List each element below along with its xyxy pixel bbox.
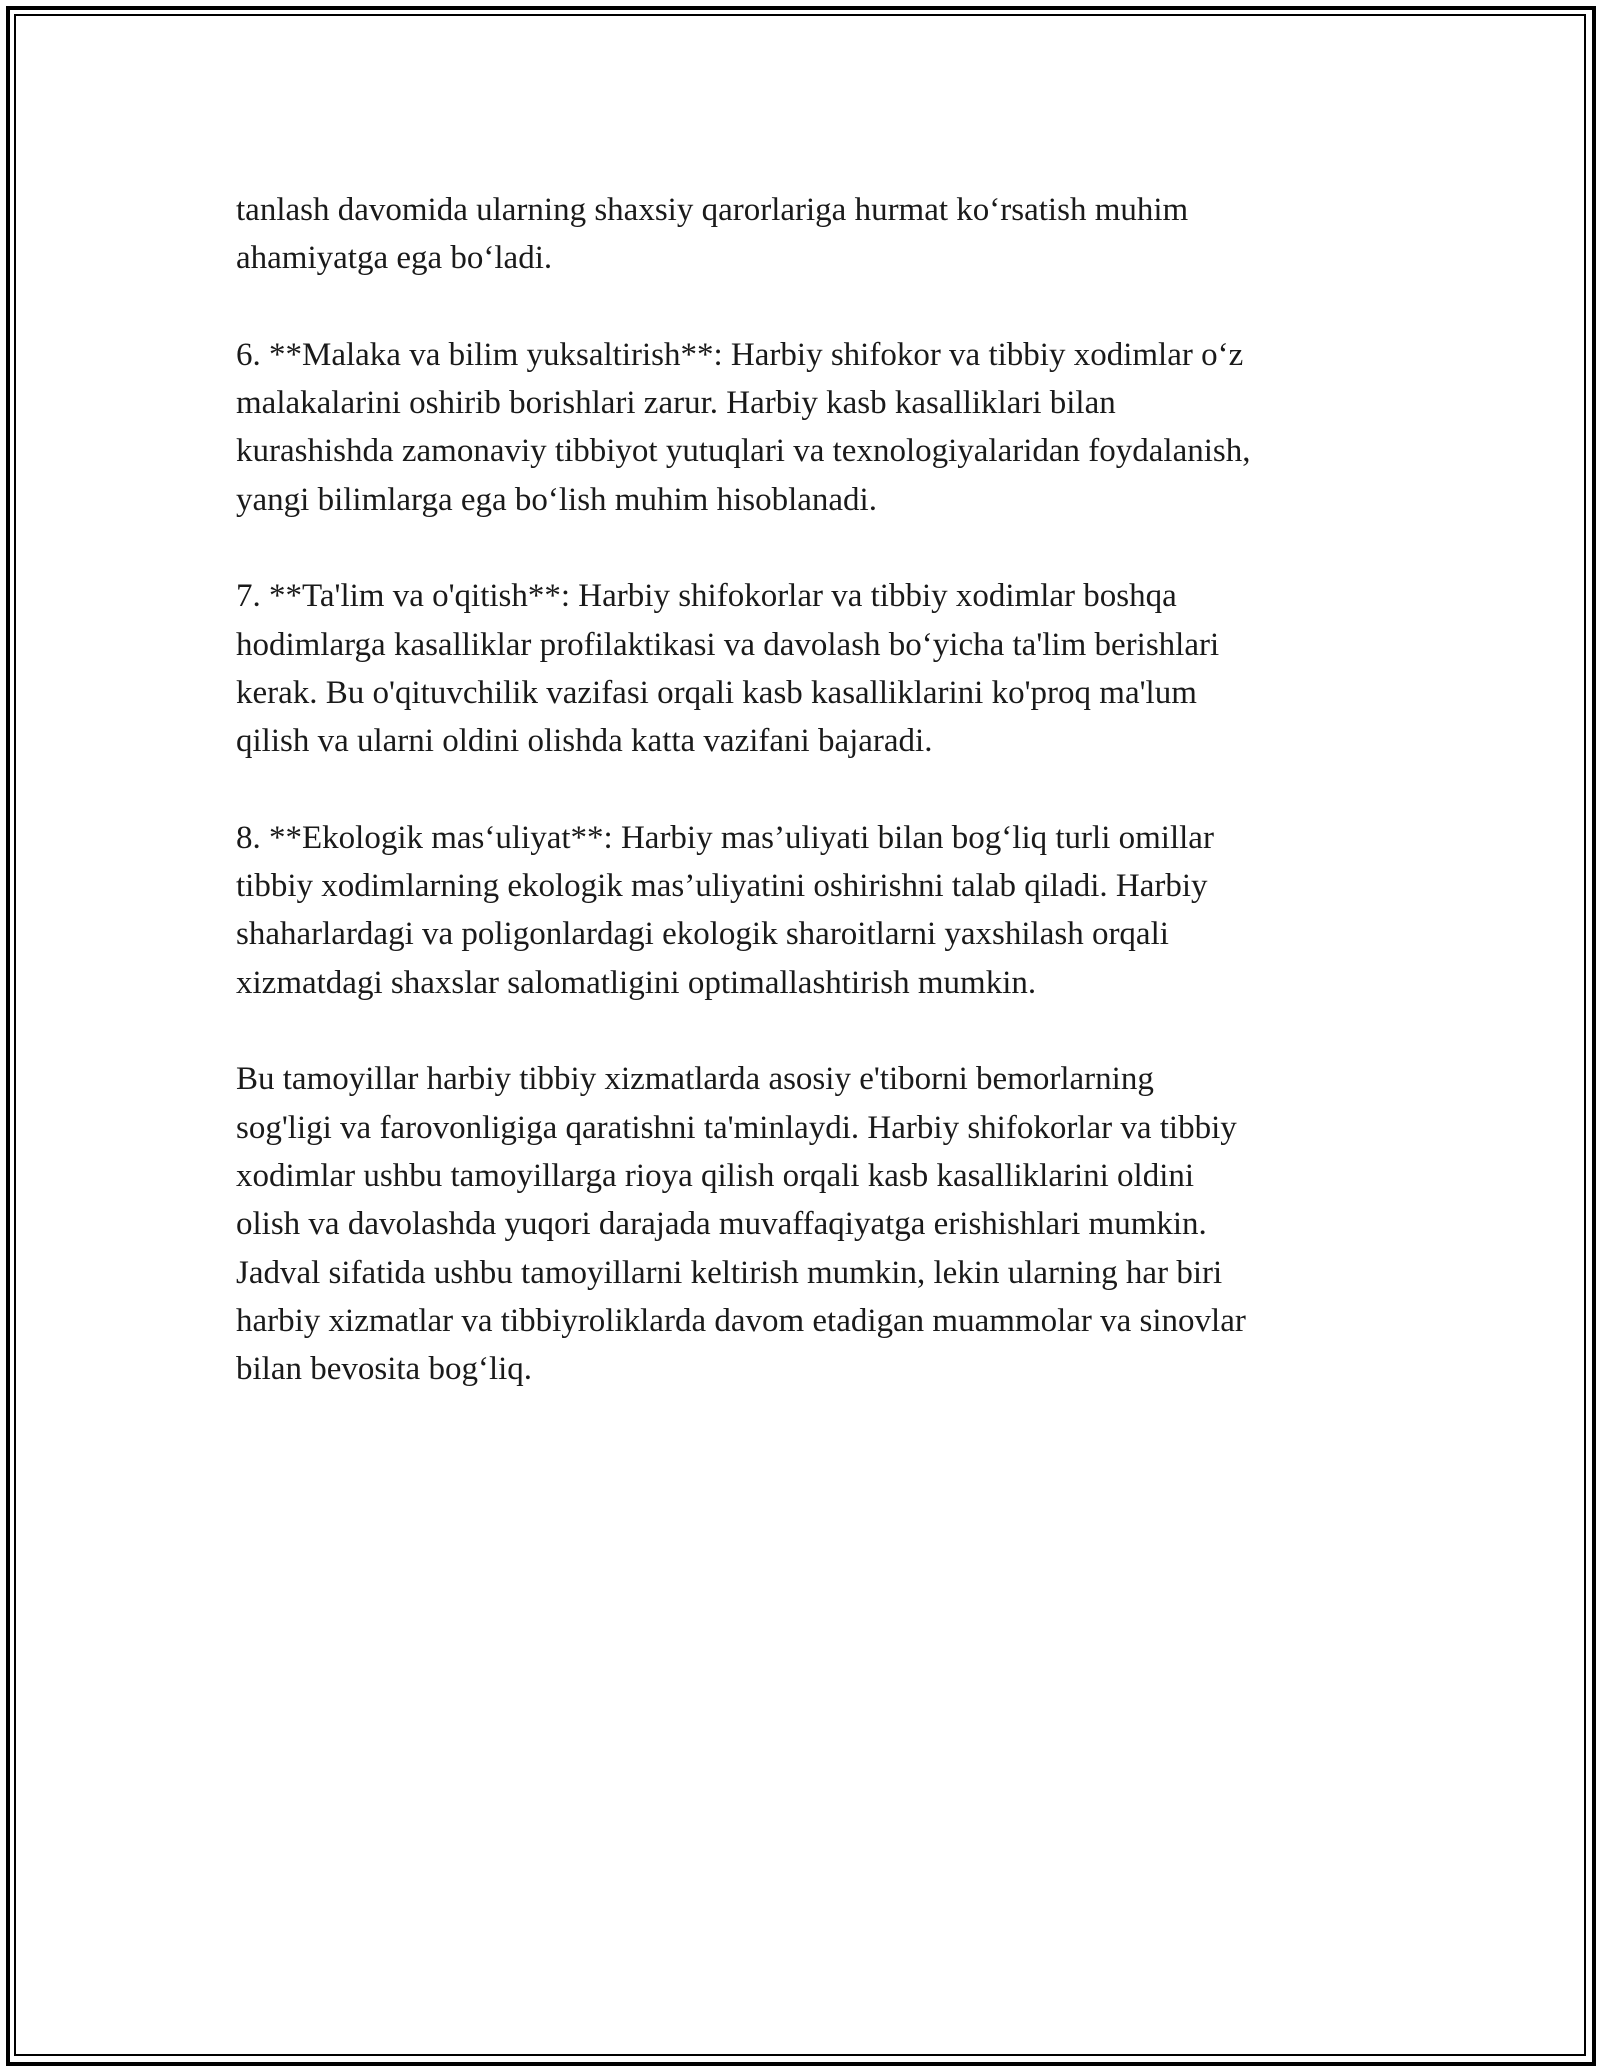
document-body xyxy=(236,186,1396,1442)
text-line: tanlash davomida ularning shaxsiy qarorlariga hurmat ko‘rsatish muhim xyxy=(236,192,1189,228)
text-line: xodimlar ushbu tamoyillarga rioya qilish orqali kasb kasalliklarini oldini xyxy=(236,1157,1195,1194)
text-line: hodimlarga kasalliklar profilaktikasi va davolash bo‘yicha ta'lim berishlari xyxy=(236,626,1220,663)
paragraph-continuation xyxy=(236,186,1396,283)
text-line: harbiy xizmatlar va tibbiyroliklarda davom etadigan muammolar va sinovlar xyxy=(236,1302,1246,1339)
text-line: malakalarini oshirib borishlari zarur. Harbiy kasb kasalliklari bilan xyxy=(236,385,1116,422)
paragraph-item-7 xyxy=(236,572,1396,765)
text-line: 8. **Ekologik mas‘uliyat**: Harbiy mas’uliyati bilan bog‘liq turli omillar xyxy=(236,819,1214,856)
paragraph-item-6 xyxy=(236,331,1396,524)
text-line: bilan bevosita bog‘liq. xyxy=(236,1351,533,1388)
text-line: sog'ligi va farovonligiga qaratishni ta'minlaydi. Harbiy shifokorlar va tibbiy xyxy=(236,1109,1237,1146)
text-line: ahamiyatga ega bo‘ladi. xyxy=(236,240,553,277)
text-line: kerak. Bu o'qituvchilik vazifasi orqali kasb kasalliklarini ko'proq ma'lum xyxy=(236,674,1197,711)
paragraph-item-8 xyxy=(236,814,1396,1007)
text-line: qilish va ularni oldini olishda katta vazifani bajaradi. xyxy=(236,723,933,760)
paragraph-conclusion xyxy=(236,1055,1396,1393)
text-line: 6. **Malaka va bilim yuksaltirish**: Harbiy shifokor va tibbiy xodimlar o‘z xyxy=(236,336,1244,373)
text-line: xizmatdagi shaxslar salomatligini optimallashtirish mumkin. xyxy=(236,964,1037,1001)
text-line: yangi bilimlarga ega bo‘lish muhim hisoblanadi. xyxy=(236,481,877,518)
text-line: olish va davolashda yuqori darajada muvaffaqiyatga erishishlari mumkin. xyxy=(236,1206,1207,1243)
text-line: Jadval sifatida ushbu tamoyillarni keltirish mumkin, lekin ularning har biri xyxy=(236,1254,1223,1291)
text-line: kurashishda zamonaviy tibbiyot yutuqlari va texnologiyalaridan foydalanish, xyxy=(236,433,1251,470)
text-line: shaharlardagi va poligonlardagi ekologik sharoitlarni yaxshilash orqali xyxy=(236,916,1169,953)
text-line: tibbiy xodimlarning ekologik mas’uliyatini oshirishni talab qiladi. Harbiy xyxy=(236,868,1208,905)
text-line: 7. **Ta'lim va o'qitish**: Harbiy shifokorlar va tibbiy xodimlar boshqa xyxy=(236,578,1177,615)
text-line: Bu tamoyillar harbiy tibbiy xizmatlarda asosiy e'tiborni bemorlarning xyxy=(236,1061,1154,1098)
